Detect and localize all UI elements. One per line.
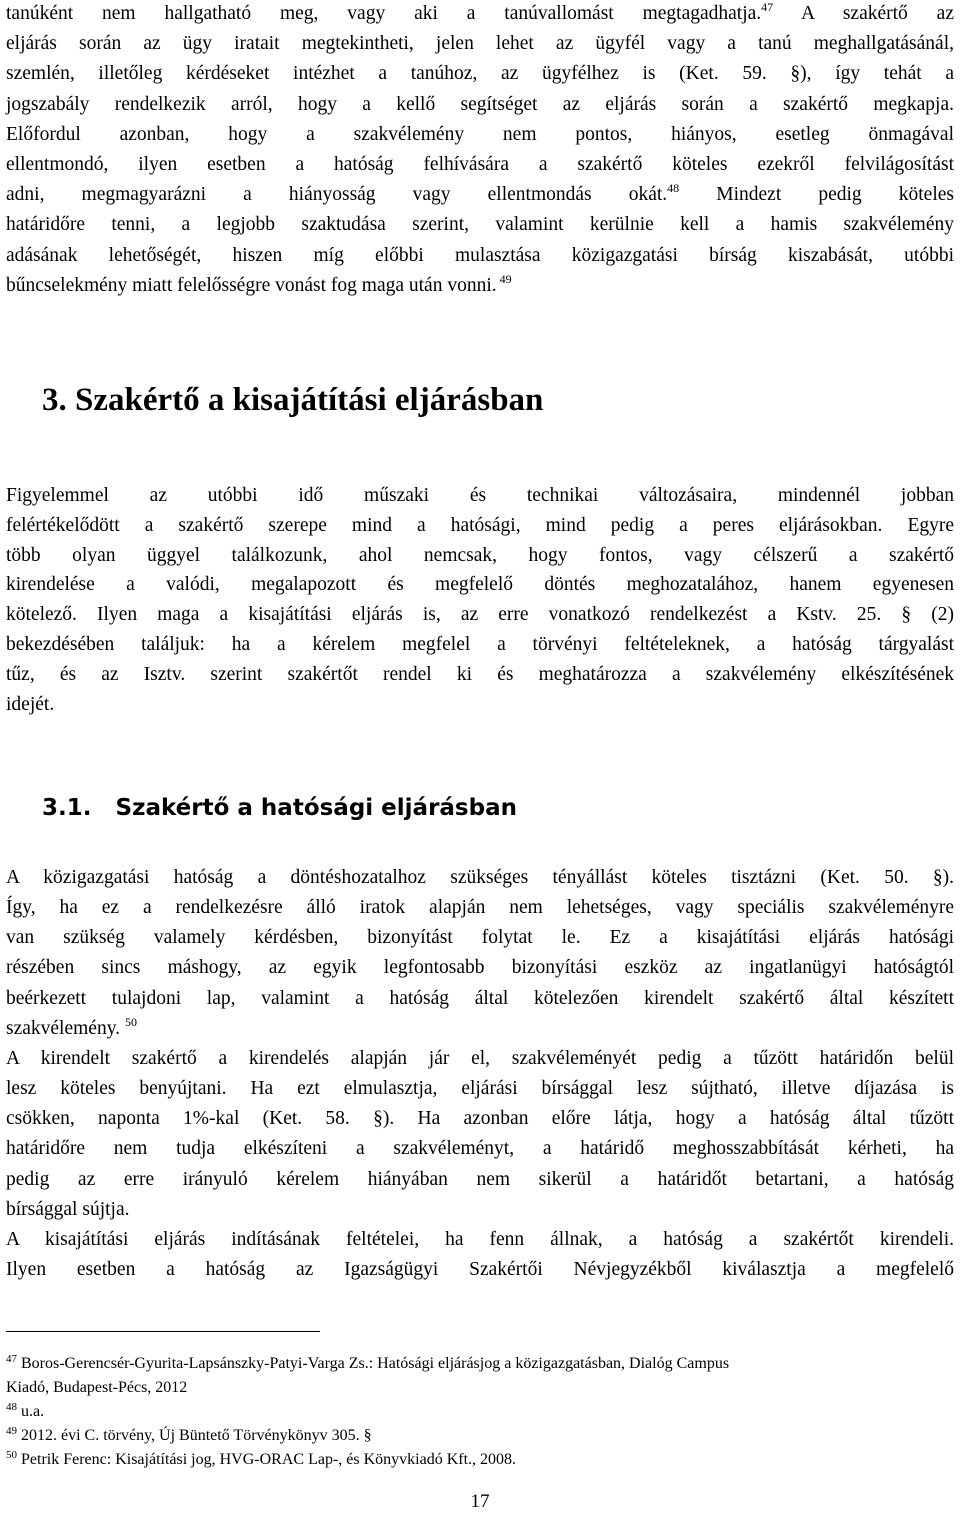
text-span: több olyan üggyel találkozunk, ahol nemcsak, hogy fontos, vagy célszerű a szakértő <box>6 544 954 566</box>
text-span: jogszabály rendelkezik arról, hogy a kellő segítséget az eljárás során a szakértő megkapja. <box>6 93 954 115</box>
footnote-ref: 48 <box>667 181 680 196</box>
text-span: ), így tehát a <box>800 63 954 85</box>
text-line <box>6 603 954 627</box>
text-line <box>6 866 954 890</box>
text-span: § <box>373 1108 383 1130</box>
text-line <box>6 1168 954 1192</box>
text-span: lesz köteles benyújtani. Ha ezt elmulasztja, eljárási bírsággal lesz sújtható, illetve díjazása is <box>6 1078 954 1100</box>
text-span: határidőre tenni, a legjobb szaktudása szerint, valamint kerülnie kell a hamis szakvélemény <box>6 214 954 236</box>
text-span: Ilyen esetben a hatóság az Igazságügyi Szakértői Névjegyzékből kiválasztja a megfelelő <box>6 1258 954 1280</box>
text-line <box>6 2 954 26</box>
footnote-ref: 49 <box>496 271 512 286</box>
footnote <box>6 1402 954 1422</box>
text-span: ellentmondó, ilyen esetben a hatóság felhívására a szakértő köteles ezekről felvilágosítást <box>6 154 954 175</box>
text-span: bűncselekmény miatt felelősségre vonást fog maga után vonni. <box>6 274 497 296</box>
text-line <box>6 1107 954 1131</box>
text-line <box>6 514 954 538</box>
text-span: bírsággal sújtja. <box>6 1198 130 1220</box>
text-line <box>6 244 954 268</box>
text-span: ). Ha azonban előre látja, hogy a hatóság által tűzött <box>382 1108 954 1130</box>
text-line <box>6 1258 954 1282</box>
text-line <box>6 693 954 717</box>
text-span: ). <box>942 867 954 888</box>
footnote-ref: 50 <box>124 1014 137 1029</box>
text-span: pedig az erre irányuló kérelem hiányában nem sikerül a határidőt betartani, a hatóság <box>6 1168 954 1190</box>
text-line <box>6 1228 954 1252</box>
text-line <box>6 663 954 687</box>
text-span: van szükség valamely kérdésben, bizonyítást folytat le. Ez a kisajátítási eljárás hatósági <box>6 927 954 949</box>
text-line <box>6 183 954 207</box>
text-span: (2) <box>911 604 954 626</box>
text-line <box>6 987 954 1011</box>
text-line <box>6 271 954 298</box>
text-span: csökken, naponta 1%-kal (Ket. 58. <box>6 1108 374 1130</box>
footnote-number: 48 <box>6 1401 17 1413</box>
text-line <box>6 1047 954 1071</box>
text-line <box>6 896 954 920</box>
text-span: Mindezt pedig köteles <box>679 184 954 206</box>
text-span: § <box>790 63 801 85</box>
text-line <box>6 573 954 597</box>
text-line <box>6 544 954 568</box>
text-span: eljárás során az ügy iratait megtekintheti, jelen lehet az ügyfél vagy a tanú meghallgatásánál, <box>6 33 954 55</box>
footnote-text: Petrik Ferenc: Kisajátítási jog, HVG-ORAC Lap-, és Könyvkiadó Kft., 2008. <box>17 1451 517 1468</box>
text-span: felértékelődött a szakértő szerepe mind a hatósági, mind pedig a peres eljárásokban. Egyre <box>6 514 954 536</box>
text-span: A kirendelt szakértő a kirendelés alapján jár el, szakvéleményét pedig a tűzött határidőn belül <box>6 1047 954 1069</box>
text-span: Előfordul azonban, hogy a szakvélemény nem pontos, hiányos, esetleg önmagával <box>6 123 954 145</box>
text-span: adásának lehetőségét, hiszen míg előbbi mulasztása közigazgatási bírság kiszabását, utóbbi <box>6 244 954 266</box>
text-line <box>6 93 954 117</box>
text-span: A kisajátítási eljárás indításának feltételei, ha fenn állnak, a hatóság a szakértőt kirendeli. <box>6 1228 954 1250</box>
text-line <box>6 926 954 950</box>
text-line <box>6 1137 954 1161</box>
text-span: A szakértő az <box>773 3 954 24</box>
text-line <box>6 484 954 508</box>
section-heading-3-1: 3.1. Szakértő a hatósági eljárásban <box>42 795 517 821</box>
text-span: Figyelemmel az utóbbi idő műszaki és technikai változásaira, mindennél jobban <box>6 485 954 506</box>
text-line <box>6 213 954 237</box>
text-span: bekezdésében találjuk: ha a kérelem megfelel a törvényi feltételeknek, a hatóság tárgyalást <box>6 634 954 655</box>
footnote-text: 2012. évi C. törvény, Új Büntető Törvénykönyv 305. § <box>17 1427 372 1444</box>
footnote <box>6 1354 954 1374</box>
footnote-text: Boros-Gerencsér-Gyurita-Lapsánszky-Patyi-Varga Zs.: Hatósági eljárásjog a közigazgatásban, Dialóg Campus <box>17 1355 730 1372</box>
text-line <box>6 32 954 56</box>
text-line <box>6 153 954 177</box>
text-line <box>6 62 954 86</box>
text-span: határidőre nem tudja elkészíteni a szakvéleményt, a határidő meghosszabbítását kérheti, ha <box>6 1138 954 1160</box>
text-span: § <box>932 867 943 888</box>
text-line <box>6 1014 954 1041</box>
section-heading-3: 3. Szakértő a kisajátítási eljárásban <box>42 382 544 418</box>
footnote-ref: 47 <box>761 0 774 14</box>
footnote <box>6 1378 954 1398</box>
text-span: kirendelése a valódi, megalapozott és megfelelő döntés meghozatalához, hanem egyenesen <box>6 574 954 596</box>
footnote <box>6 1450 954 1470</box>
text-line <box>6 123 954 147</box>
text-span: idejét. <box>6 693 55 715</box>
footnote-number: 49 <box>6 1425 17 1437</box>
text-span: szemlén, illetőleg kérdéseket intézhet a tanúhoz, az ügyfélhez is (Ket. 59. <box>6 63 791 85</box>
text-span: kötelező. Ilyen maga a kisajátítási eljárás is, az erre vonatkozó rendelkezést a Kstv. 25. <box>6 604 902 626</box>
text-span: A közigazgatási hatóság a döntéshozatalhoz szükséges tényállást köteles tisztázni (Ket. 50. <box>6 867 933 888</box>
footnote-separator <box>6 1331 320 1332</box>
footnote-text: u.a. <box>17 1403 45 1420</box>
text-line <box>6 1198 954 1222</box>
text-span: § <box>901 604 912 626</box>
text-span: adni, megmagyarázni a hiányosság vagy ellentmondás okát. <box>6 184 668 206</box>
text-span: szakvélemény. <box>6 1017 125 1039</box>
text-span: tűz, és az Isztv. szerint szakértőt rendel ki és meghatározza a szakvélemény elkészítésének <box>6 663 954 685</box>
footnote-text: Kiadó, Budapest-Pécs, 2012 <box>6 1379 188 1396</box>
text-line <box>6 956 954 980</box>
text-span: részében sincs máshogy, az egyik legfontosabb bizonyítási eszköz az ingatlanügyi hatóságtól <box>6 957 954 979</box>
footnote-number: 50 <box>6 1449 17 1461</box>
page-number: 17 <box>470 1491 490 1512</box>
text-span: beérkezett tulajdoni lap, valamint a hatóság által kötelezően kirendelt szakértő által készített <box>6 987 954 1009</box>
text-span: tanúként nem hallgatható meg, vagy aki a tanúvallomást megtagadhatja. <box>6 3 762 24</box>
footnote <box>6 1426 954 1446</box>
text-span: Így, ha ez a rendelkezésre álló iratok alapján nem lehetséges, vagy speciális szakvéleményre <box>6 897 954 919</box>
text-line <box>6 1077 954 1101</box>
footnote-number: 47 <box>6 1353 17 1365</box>
text-line <box>6 633 954 657</box>
